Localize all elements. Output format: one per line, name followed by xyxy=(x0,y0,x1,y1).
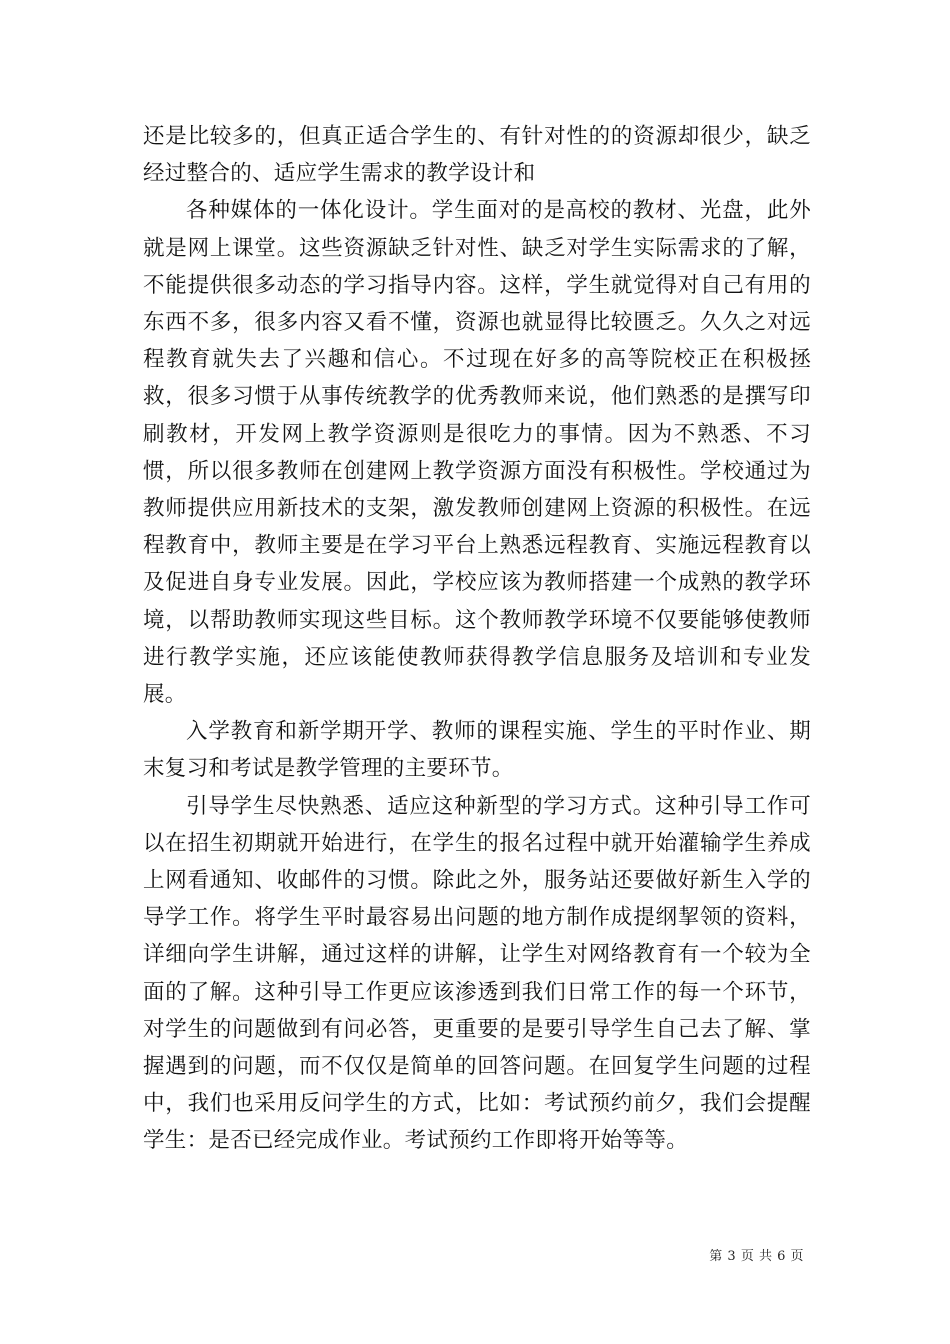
paragraph-4: 引导学生尽快熟悉、适应这种新型的学习方式。这种引导工作可以在招生初期就开始进行，在学生的报名过程中就开始灌输学生养成上网看通知、收邮件的习惯。除此之外，服务站还要做好新生入学的导学工作。将学生平时最容易出问题的地方制作成提纲挈领的资料，详细向学生讲解，通过这样的讲解，让学生对网络教育有一个较为全面的了解。这种引导工作更应该渗透到我们日常工作的每一个环节，对学生的问题做到有问必答，更重要的是要引导学生自己去了解、掌握遇到的问题，而不仅仅是简单的回答问题。在回复学生问题的过程中，我们也采用反问学生的方式，比如：考试预约前夕，我们会提醒学生：是否已经完成作业。考试预约工作即将开始等等。 xyxy=(143,793,811,1154)
paragraph-3: 入学教育和新学期开学、教师的课程实施、学生的平时作业、期末复习和考试是教学管理的主要环节。 xyxy=(143,719,811,782)
paragraph-1: 还是比较多的，但真正适合学生的、有针对性的的资源却很少，缺乏经过整合的、适应学生需求的教学设计和 xyxy=(143,124,811,187)
page-number-footer: 第 3 页 共 6 页 xyxy=(709,1249,804,1264)
paragraph-2: 各种媒体的一体化设计。学生面对的是高校的教材、光盘，此外就是网上课堂。这些资源缺乏针对性、缺乏对学生实际需求的了解，不能提供很多动态的学习指导内容。这样，学生就觉得对自己有用的东西不多，很多内容又看不懂，资源也就显得比较匮乏。久久之对远程教育就失去了兴趣和信心。不过现在好多的高等院校正在积极拯救，很多习惯于从事传统教学的优秀教师来说，他们熟悉的是撰写印刷教材，开发网上教学资源则是很吃力的事情。因为不熟悉、不习惯，所以很多教师在创建网上教学资源方面没有积极性。学校通过为教师提供应用新技术的支架，激发教师创建网上资源的积极性。在远程教育中，教师主要是在学习平台上熟悉远程教育、实施远程教育以及促进自身专业发展。因此，学校应该为教师搭建一个成熟的教学环境，以帮助教师实现这些目标。这个教师教学环境不仅要能够使教师进行教学实施，还应该能使教师获得教学信息服务及培训和专业发展。 xyxy=(143,198,811,708)
body-text xyxy=(143,118,811,1160)
